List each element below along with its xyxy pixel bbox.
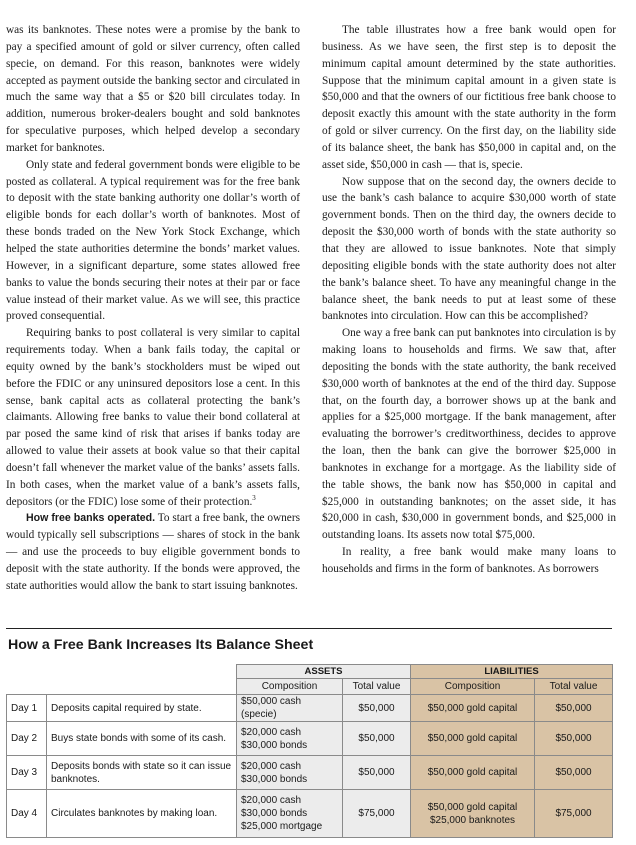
assets-line: $20,000 cash: [241, 760, 302, 772]
right-paragraph-4: In reality, a free bank would make many loans to households and firms in the form of banknotes. As borrowers: [322, 546, 616, 575]
balance-sheet-table: [6, 664, 613, 838]
liabilities-total: $50,000: [535, 695, 613, 722]
assets-line: $30,000 bonds: [241, 808, 308, 819]
table-row: [7, 695, 613, 722]
liabilities-composition: [411, 790, 535, 838]
assets-line: $20,000 cash: [241, 795, 302, 806]
left-paragraph-1: was its banknotes. These notes were a promise by the bank to pay a specified amount of gold or silver currency, often called specie, on demand. For this reason, banknotes were widely accepted as payment outside the banking sector and circulated in much the same way that a $5 or $20 bill circulates today. In addition, numerous broker-dealers bought and sold banknotes for speculative purposes, which helped develop a secondary market for banknotes.: [6, 24, 300, 154]
left-paragraph-3-text: Requiring banks to post collateral is very similar to capital requirements today. When a bank fails today, the capital or equity owned by the bank’s stockholders must be wiped out before the FDIC or any uninsured depositors lose a cent. In this sense, bank capital acts as collateral protecting the bank’s claimants. Allowing free banks to value their bond collateral at par posed the same kind of risk that arises if banks today are allowed to value their assets at book value so that their capital doesn’t fall whenever the market value of the banks’ assets falls. In both cases, when the market value of a bank’s assets falls, depositors (or the FDIC) lose some of their protection.: [6, 327, 300, 508]
assets-total: $50,000: [343, 695, 411, 722]
liabilities-composition: [411, 695, 535, 722]
assets-line: $30,000 bonds: [241, 773, 308, 785]
day-label: Day 2: [7, 722, 47, 756]
liabilities-total: $50,000: [535, 722, 613, 756]
table-row: [7, 790, 613, 838]
assets-header: ASSETS: [237, 665, 411, 679]
table-row: [7, 756, 613, 790]
assets-composition: [237, 722, 343, 756]
day-description: Deposits bonds with state so it can issue banknotes.: [47, 756, 237, 790]
footnote-marker: 3: [252, 493, 256, 502]
right-paragraph-3: One way a free bank can put banknotes into circulation is by making loans to households and firms. We saw that, after depositing the bonds with the state authority, the bank received $30,000 worth of banknotes at the end of the third day. Suppose that, on the fourth day, a borrower shows up at the bank and applies for a $25,000 mortgage. If the bank management, after evaluating the borrower’s creditworthiness, decides to approve the loan, then the bank can give the borrower $25,000 in banknotes in exchange for a mortgage. As the liability side of the table shows, the bank now has $50,000 in capital and $25,000 in outstanding banknotes; on the asset side, it has $20,000 in cash, $30,000 in government bonds, and $25,000 in outstanding loans. Its assets now total $75,000.: [322, 327, 616, 542]
assets-line: $25,000 mortgage: [241, 821, 323, 832]
assets-composition: [237, 790, 343, 838]
assets-line: $50,000 cash (specie): [241, 696, 302, 720]
liabilities-total: $75,000: [535, 790, 613, 838]
assets-line: $30,000 bonds: [241, 739, 308, 751]
liabilities-line: $50,000 gold capital: [427, 767, 518, 778]
liabilities-total-header: Total value: [535, 679, 613, 695]
table-row: [7, 722, 613, 756]
assets-total: $50,000: [343, 756, 411, 790]
liabilities-composition: [411, 756, 535, 790]
left-paragraph-2: Only state and federal government bonds were eligible to be posted as collateral. A typical requirement was for the free bank to deposit with the state banking authority one dollar’s worth of eligible bonds for each dollar’s worth of banknotes. Most of these bonds traded on the New York Stock Exchange, which helped the state authorities determine the bonds’ market values. However, in a significant departure, some states allowed free banks to value the bonds securing their notes at their par or face value instead of their market value. As we will see, this practice proved consequential.: [6, 158, 300, 323]
day-label: Day 3: [7, 756, 47, 790]
run-in-heading: How free banks operated.: [26, 512, 156, 525]
day-label: Day 4: [7, 790, 47, 838]
table-group-header-row: [7, 665, 613, 679]
assets-total: $75,000: [343, 790, 411, 838]
left-paragraph-3: [6, 325, 300, 510]
day-description: Deposits capital required by state.: [47, 695, 237, 722]
day-description: Buys state bonds with some of its cash.: [47, 722, 237, 756]
right-paragraph-1: The table illustrates how a free bank would open for business. As we have seen, the first step is to deposit the minimum capital amount determined by the state authorities. Suppose that the minimum capital amount in a given state is $50,000 and that the owners of our fictitious free bank choose to deposit exactly this amount with the state authority in the form of gold or silver currency. On the first day, on the liability side of its balance sheet, the bank has $50,000 in capital and, on the asset side, $50,000 in cash — that is, specie.: [322, 24, 616, 171]
left-paragraph-4: [6, 510, 300, 594]
liabilities-line: $50,000 gold capital: [427, 733, 518, 744]
assets-total: $50,000: [343, 722, 411, 756]
liabilities-header: LIABILITIES: [411, 665, 613, 679]
left-paragraph-4-text: To start a free bank, the owners would typically sell subscriptions — shares of stock in the bank — and use the proceeds to buy eligible government bonds to deposit with the state authority. If the bonds were approved, the state authorities would allow the bank to start issuing banknotes.: [6, 512, 300, 592]
liabilities-line: $50,000 gold capital: [427, 702, 518, 714]
left-text-column: [6, 22, 300, 595]
liabilities-total: $50,000: [535, 756, 613, 790]
liabilities-line: $25,000 banknotes: [429, 814, 516, 826]
right-paragraph-2: Now suppose that on the second day, the owners decide to use the bank’s cash balance to acquire $30,000 worth of state government bonds. Then on the third day, the owners decide to deposit the $30,000 worth of bonds with the state authority so that they are allowed to issue banknotes. Note that simply depositing eligible bonds with the state authority does not alter the bank’s balance sheet. To have any meaningful change in the balance sheet, the bank needs to put at least some of these banknotes into circulation. How can this be accomplished?: [322, 175, 616, 323]
assets-composition: [237, 756, 343, 790]
liabilities-composition: [411, 722, 535, 756]
figure-top-rule: [6, 628, 612, 629]
assets-composition: [237, 695, 343, 722]
figure-title: How a Free Bank Increases Its Balance Sheet: [8, 637, 314, 653]
right-text-column: [322, 22, 616, 578]
day-description: Circulates banknotes by making loan.: [47, 790, 237, 838]
table-column-header-row: [7, 679, 613, 695]
assets-line: $20,000 cash: [241, 726, 302, 738]
liabilities-line: $50,000 gold capital: [427, 801, 518, 813]
liabilities-composition-header: Composition: [411, 679, 535, 695]
day-label: Day 1: [7, 695, 47, 722]
assets-composition-header: Composition: [237, 679, 343, 695]
assets-total-header: Total value: [343, 679, 411, 695]
